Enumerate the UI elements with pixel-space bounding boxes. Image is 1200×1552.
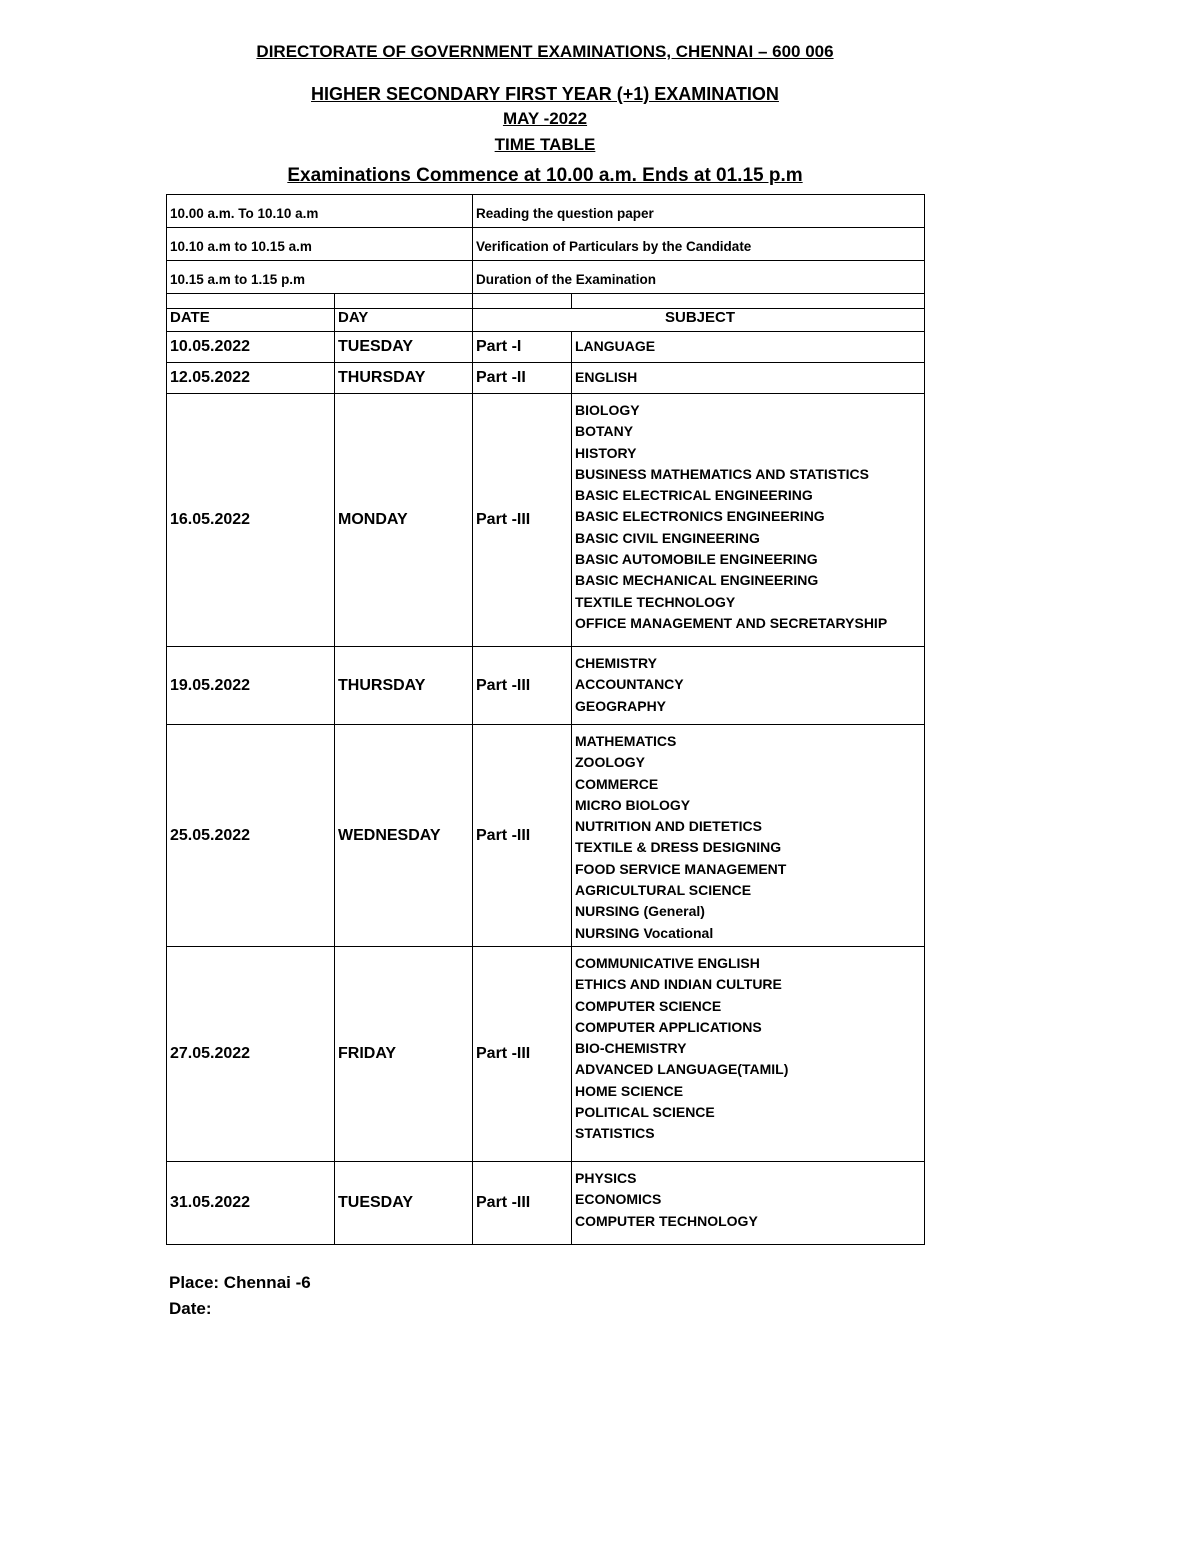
exam-subjects	[572, 725, 925, 947]
time-table-heading	[0, 135, 1090, 155]
spacer-row	[167, 294, 925, 309]
subject-name: ECONOMICS	[575, 1191, 662, 1208]
exam-part: Part -III	[473, 725, 572, 947]
subject-name: BIOLOGY	[575, 402, 640, 418]
exam-part: Part -III	[473, 1162, 572, 1245]
subject-name: BASIC MECHANICAL ENGINEERING	[575, 572, 819, 589]
exam-part: Part -I	[473, 332, 572, 363]
footer	[169, 1270, 311, 1322]
column-header-day: DAY	[335, 309, 473, 332]
subject-name: POLITICAL SCIENCE	[575, 1104, 715, 1121]
schedule-time: 10.15 a.m to 1.15 p.m	[167, 261, 473, 294]
exam-subjects	[572, 947, 925, 1162]
subject-name: BASIC ELECTRICAL ENGINEERING	[575, 487, 813, 504]
column-header-subject: SUBJECT	[473, 309, 925, 332]
exam-day: MONDAY	[335, 394, 473, 647]
subject-name: BOTANY	[575, 423, 634, 440]
subject-name: ADVANCED LANGUAGE(TAMIL)	[575, 1061, 789, 1078]
exam-row	[167, 947, 925, 1162]
time-table-text: TIME TABLE	[494, 135, 596, 154]
subject-name: ZOOLOGY	[575, 754, 645, 771]
subject-name: TEXTILE TECHNOLOGY	[575, 593, 736, 610]
column-header-date: DATE	[167, 309, 335, 332]
subject-name: HOME SCIENCE	[575, 1082, 684, 1099]
subject-name: BIO-CHEMISTRY	[575, 1040, 687, 1057]
subject-name: LANGUAGE	[575, 338, 656, 355]
exam-subjects	[572, 647, 925, 725]
spacer-cell	[167, 294, 335, 309]
exam-day: WEDNESDAY	[335, 725, 473, 947]
schedule-time: 10.10 a.m to 10.15 a.m	[167, 228, 473, 261]
exam-date: 12.05.2022	[167, 363, 335, 394]
exam-text: HIGHER SECONDARY FIRST YEAR (+1) EXAMINATION	[311, 84, 779, 104]
timetable	[166, 194, 925, 1245]
exam-day: THURSDAY	[335, 363, 473, 394]
exam-row	[167, 725, 925, 947]
subject-name: BUSINESS MATHEMATICS AND STATISTICS	[575, 465, 869, 482]
subject-name: GEOGRAPHY	[575, 697, 667, 714]
timetable-body	[167, 195, 925, 1245]
schedule-row	[167, 195, 925, 228]
exam-month-text: MAY -2022	[502, 109, 588, 128]
exam-part: Part -III	[473, 394, 572, 647]
exam-date: 31.05.2022	[167, 1162, 335, 1245]
exam-row	[167, 332, 925, 363]
exam-month	[0, 109, 1090, 129]
subject-name: BASIC AUTOMOBILE ENGINEERING	[575, 551, 818, 568]
subject-name: NUTRITION AND DIETETICS	[575, 818, 762, 835]
place-line: Place: Chennai -6	[169, 1273, 311, 1292]
exam-row	[167, 363, 925, 394]
subject-name: FOOD SERVICE MANAGEMENT	[575, 860, 787, 877]
spacer-cell	[572, 294, 925, 309]
subject-name: ETHICS AND INDIAN CULTURE	[575, 976, 782, 993]
commence-note	[0, 165, 1090, 187]
exam-subjects	[572, 394, 925, 647]
exam-day: THURSDAY	[335, 647, 473, 725]
subject-name: ENGLISH	[575, 369, 638, 386]
subject-name: PHYSICS	[575, 1170, 637, 1186]
column-header-row	[167, 309, 925, 332]
exam-part: Part -III	[473, 947, 572, 1162]
subject-name: OFFICE MANAGEMENT AND SECRETARYSHIP	[575, 614, 888, 631]
schedule-activity: Duration of the Examination	[473, 261, 925, 294]
exam-row	[167, 1162, 925, 1245]
spacer-cell	[335, 294, 473, 309]
subject-name: STATISTICS	[575, 1125, 655, 1142]
exam-date: 27.05.2022	[167, 947, 335, 1162]
exam-subjects	[572, 332, 925, 363]
directorate-text: DIRECTORATE OF GOVERNMENT EXAMINATIONS, CHENNAI – 600 006	[256, 42, 834, 61]
subject-name: NURSING Vocational	[575, 924, 714, 941]
exam-subjects	[572, 1162, 925, 1245]
schedule-row	[167, 228, 925, 261]
subject-name: ACCOUNTANCY	[575, 676, 684, 693]
exam-day: TUESDAY	[335, 332, 473, 363]
exam-date: 10.05.2022	[167, 332, 335, 363]
exam-title	[0, 84, 1090, 105]
date-line: Date:	[169, 1299, 212, 1318]
exam-row	[167, 394, 925, 647]
exam-date: 19.05.2022	[167, 647, 335, 725]
exam-date: 25.05.2022	[167, 725, 335, 947]
subject-name: AGRICULTURAL SCIENCE	[575, 882, 752, 899]
schedule-activity: Reading the question paper	[473, 195, 925, 228]
spacer-cell	[473, 294, 572, 309]
subject-name: COMPUTER SCIENCE	[575, 997, 722, 1014]
subject-name: MICRO BIOLOGY	[575, 796, 691, 813]
subject-name: CHEMISTRY	[575, 655, 657, 671]
exam-row	[167, 647, 925, 725]
directorate-title	[0, 42, 1090, 62]
subject-name: HISTORY	[575, 444, 637, 461]
subject-name: MATHEMATICS	[575, 733, 677, 749]
subject-name: COMPUTER TECHNOLOGY	[575, 1212, 758, 1229]
subject-name: COMMUNICATIVE ENGLISH	[575, 955, 760, 971]
subject-name: BASIC ELECTRONICS ENGINEERING	[575, 508, 825, 525]
exam-day: TUESDAY	[335, 1162, 473, 1245]
schedule-time: 10.00 a.m. To 10.10 a.m	[167, 195, 473, 228]
schedule-row	[167, 261, 925, 294]
exam-subjects	[572, 363, 925, 394]
exam-part: Part -II	[473, 363, 572, 394]
schedule-activity: Verification of Particulars by the Candidate	[473, 228, 925, 261]
exam-part: Part -III	[473, 647, 572, 725]
subject-name: COMPUTER APPLICATIONS	[575, 1018, 762, 1035]
exam-day: FRIDAY	[335, 947, 473, 1162]
subject-name: NURSING (General)	[575, 903, 705, 920]
subject-name: TEXTILE & DRESS DESIGNING	[575, 839, 782, 856]
exam-date: 16.05.2022	[167, 394, 335, 647]
subject-name: BASIC CIVIL ENGINEERING	[575, 529, 760, 546]
subject-name: COMMERCE	[575, 775, 659, 792]
commence-text: Examinations Commence at 10.00 a.m. Ends at 01.15 p.m	[287, 165, 803, 186]
